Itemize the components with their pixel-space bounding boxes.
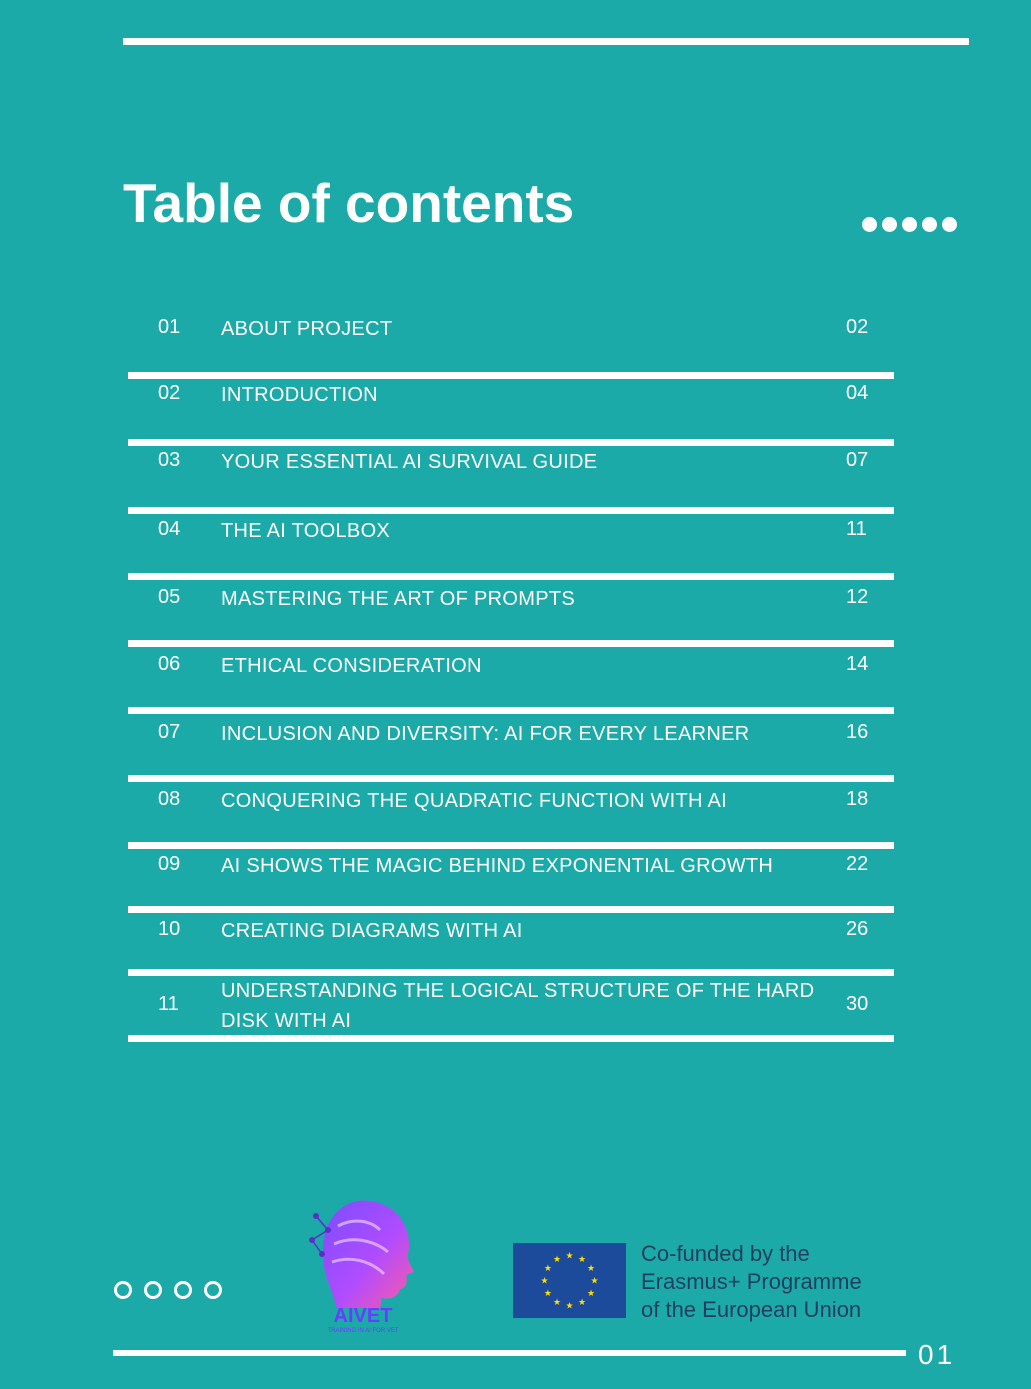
ring-icon: [114, 1281, 132, 1299]
svg-text:★: ★: [552, 1254, 562, 1265]
toc-label: CREATING DIAGRAMS WITH AI: [221, 920, 523, 942]
svg-text:★: ★: [543, 1289, 552, 1299]
ring-icon: [144, 1281, 162, 1299]
toc-page: 26: [846, 918, 869, 940]
toc-label: ABOUT PROJECT: [221, 318, 393, 340]
toc-label: ETHICAL CONSIDERATION: [221, 655, 482, 677]
toc-separator: [128, 573, 894, 580]
toc-number: 01: [158, 316, 181, 338]
dot-icon: [922, 217, 937, 232]
aivet-logo: [308, 1196, 418, 1336]
toc-entry[interactable]: [128, 584, 894, 644]
svg-text:★: ★: [577, 1298, 587, 1309]
svg-text:★: ★: [590, 1276, 599, 1287]
toc-entry[interactable]: [128, 447, 894, 507]
toc-label: UNDERSTANDING THE LOGICAL STRUCTURE OF THE HARD DISK WITH AI: [221, 980, 815, 1032]
page-number: 01: [918, 1339, 956, 1370]
svg-text:★: ★: [543, 1264, 552, 1274]
toc-separator: [128, 372, 894, 379]
toc-entry[interactable]: [128, 651, 894, 711]
toc-separator: [128, 842, 894, 849]
decorative-dots: [862, 217, 957, 232]
toc-number: 11: [158, 993, 179, 1015]
svg-text:★: ★: [587, 1264, 596, 1274]
toc-number: 04: [158, 518, 181, 540]
toc-separator: [128, 640, 894, 647]
ring-icon: [204, 1281, 222, 1299]
svg-text:★: ★: [587, 1289, 596, 1299]
toc-separator: [128, 906, 894, 913]
svg-text:★: ★: [577, 1254, 587, 1265]
top-divider: [123, 38, 969, 45]
toc-entry[interactable]: [128, 314, 894, 374]
toc-page: 11: [846, 518, 867, 540]
toc-entry[interactable]: [128, 380, 894, 440]
eu-text-line: Co-funded by the: [641, 1241, 810, 1266]
ring-icon: [174, 1281, 192, 1299]
toc-label: YOUR ESSENTIAL AI SURVIVAL GUIDE: [221, 451, 598, 473]
svg-text:★: ★: [540, 1276, 549, 1287]
toc-page: 02: [846, 316, 869, 338]
toc-label: INCLUSION AND DIVERSITY: AI FOR EVERY LEARNER: [221, 723, 750, 745]
dot-icon: [902, 217, 917, 232]
toc-number: 09: [158, 853, 181, 875]
toc-entry[interactable]: [128, 976, 894, 1036]
toc-number: 06: [158, 653, 181, 675]
bottom-divider: [113, 1350, 906, 1356]
toc-page: 04: [846, 382, 869, 404]
toc-number: 05: [158, 586, 181, 608]
toc-page: 18: [846, 788, 869, 810]
toc-number: 07: [158, 721, 181, 743]
toc-entry[interactable]: [128, 786, 894, 846]
toc-page: 07: [846, 449, 869, 471]
dot-icon: [942, 217, 957, 232]
toc-entry[interactable]: [128, 719, 894, 779]
toc-page: 12: [846, 586, 869, 608]
dot-icon: [882, 217, 897, 232]
toc-entry[interactable]: [128, 916, 894, 976]
toc-label: THE AI TOOLBOX: [221, 520, 391, 542]
toc-separator: [128, 439, 894, 446]
toc-separator: [128, 775, 894, 782]
toc-page: 30: [846, 993, 869, 1015]
toc-number: 02: [158, 382, 181, 404]
eu-flag-icon: [513, 1243, 626, 1318]
toc-page: 22: [846, 853, 869, 875]
toc-number: 03: [158, 449, 181, 471]
dot-icon: [862, 217, 877, 232]
toc-label: MASTERING THE ART OF PROMPTS: [221, 588, 576, 610]
eu-text-line: Erasmus+ Programme: [641, 1269, 862, 1294]
page-title: Table of contents: [123, 172, 575, 234]
toc-label: AI SHOWS THE MAGIC BEHIND EXPONENTIAL GROWTH: [221, 855, 774, 877]
toc-page: 14: [846, 653, 869, 675]
svg-text:★: ★: [552, 1298, 562, 1309]
toc-entry[interactable]: [128, 851, 894, 911]
toc-label: INTRODUCTION: [221, 384, 378, 406]
toc-page: 16: [846, 721, 869, 743]
toc-separator: [128, 969, 894, 976]
toc-separator: [128, 1035, 894, 1042]
toc-separator: [128, 707, 894, 714]
eu-funding-statement: [641, 1240, 862, 1324]
decorative-rings: [114, 1281, 222, 1299]
toc-entry[interactable]: [128, 516, 894, 576]
aivet-logo-name: AIVET: [333, 1305, 393, 1327]
svg-text:★: ★: [565, 1301, 574, 1312]
eu-text-line: of the European Union: [641, 1297, 862, 1322]
toc-number: 08: [158, 788, 181, 810]
toc-number: 10: [158, 918, 181, 940]
toc-label: CONQUERING THE QUADRATIC FUNCTION WITH AI: [221, 790, 728, 812]
svg-text:★: ★: [565, 1251, 574, 1262]
aivet-logo-tagline: TRAINING IN AI FOR VET: [327, 1328, 399, 1334]
toc-separator: [128, 507, 894, 514]
